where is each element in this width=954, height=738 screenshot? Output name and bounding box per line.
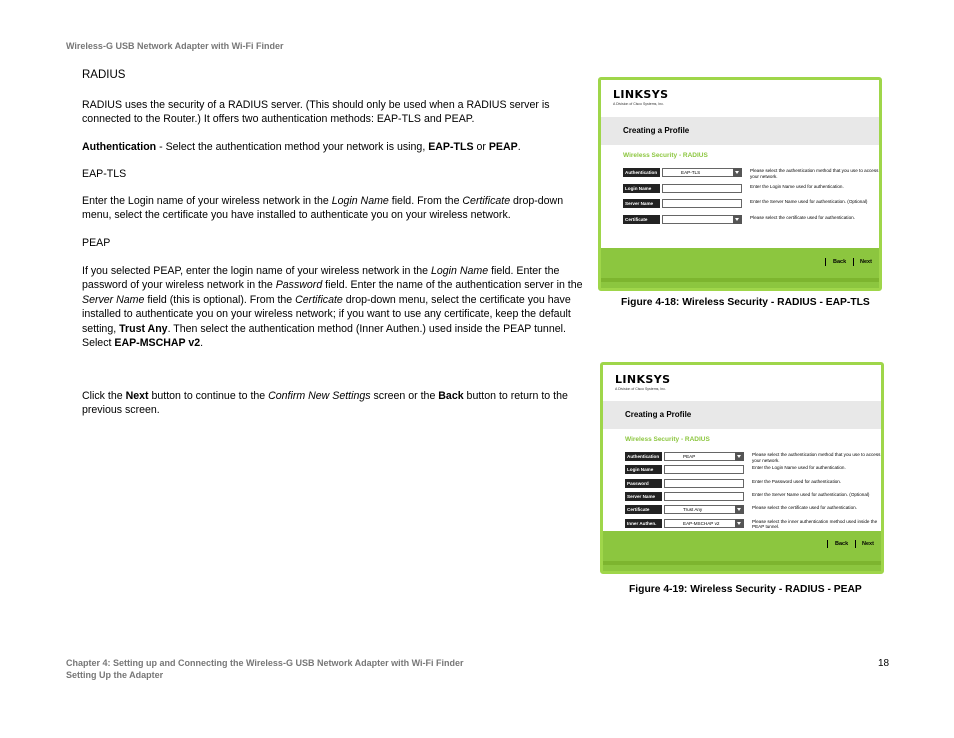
field-label: Authentication bbox=[625, 452, 662, 461]
form-row bbox=[625, 479, 881, 489]
field-input[interactable] bbox=[664, 479, 744, 488]
field-label: Server Name bbox=[623, 199, 660, 208]
field-help-text: Enter the Server Name used for authentication. (Optional) bbox=[750, 199, 868, 204]
field-label: Server Name bbox=[625, 492, 662, 501]
form-row bbox=[625, 519, 881, 529]
figure-eap-tls-screenshot bbox=[598, 77, 882, 291]
form-row bbox=[625, 465, 881, 475]
linksys-logo: LINKSYS A Division of Cisco Systems, Inc. bbox=[615, 373, 671, 391]
back-button[interactable]: Back bbox=[833, 259, 847, 265]
field-help-text: Please select the authentication method that you use to access your network. bbox=[752, 452, 881, 463]
eaptls-heading: EAP-TLS bbox=[82, 168, 127, 180]
field-help-text: Enter the Login Name used for authentication. bbox=[752, 465, 846, 471]
figure-peap-screenshot bbox=[600, 362, 884, 574]
chevron-down-icon[interactable] bbox=[733, 215, 742, 224]
field-label: Inner Authen. bbox=[625, 519, 662, 528]
section-heading: Wireless Security - RADIUS bbox=[625, 436, 710, 443]
field-label: Certificate bbox=[623, 215, 660, 224]
field-help-text: Please select the inner authentication method used inside the PEAP tunnel. bbox=[752, 518, 878, 529]
figure-caption-1: Figure 4-18: Wireless Security - RADIUS - EAP-TLS bbox=[621, 297, 870, 308]
peap-heading: PEAP bbox=[82, 237, 111, 249]
field-input[interactable]: PEAP bbox=[664, 452, 744, 461]
field-help-text: Enter the Server Name used for authentication. (Optional) bbox=[752, 491, 870, 497]
profile-title-bar: Creating a Profile bbox=[603, 401, 881, 429]
eaptls-paragraph: Enter the Login name of your wireless network in the Login Name field. From the Certificate drop-down menu, select the certificate you have installed to authenticate you on your wireless network. bbox=[82, 195, 564, 222]
field-help-text: Enter the Login Name used for authentication. bbox=[750, 183, 844, 189]
chevron-down-icon[interactable] bbox=[733, 168, 742, 177]
form-row bbox=[623, 215, 879, 225]
field-label: Login Name bbox=[625, 465, 662, 474]
linksys-logo: LINKSYS A Division of Cisco Systems, Inc. bbox=[613, 88, 669, 106]
nav-bar bbox=[601, 248, 879, 288]
field-input[interactable] bbox=[664, 465, 744, 474]
field-help-text: Please select the certificate used for authentication. bbox=[750, 214, 855, 220]
profile-title-bar: Creating a Profile bbox=[601, 117, 879, 145]
form-row bbox=[625, 452, 881, 462]
field-label: Login Name bbox=[623, 184, 660, 193]
chevron-down-icon[interactable] bbox=[735, 519, 744, 528]
peap-paragraph: If you selected PEAP, enter the login name of your wireless network in the Login Name field. Enter the password of your wireless network in the Password field. Enter the name of the authentication server in the Server Name field (this is optional). From the Certificate drop-down menu, select the certificate you have installed to authenticate you on your wireless network; if you want to use any certificate, keep the default setting, Trust Any. Then select the authentication method (Inner Authen.) used inside the PEAP tunnel. Select EAP-MSCHAP v2. bbox=[82, 265, 583, 350]
page-number: 18 bbox=[878, 658, 890, 669]
form-row bbox=[625, 492, 881, 502]
page-footer: Chapter 4: Setting up and Connecting the Wireless-G USB Network Adapter with Wi-Fi Finder Setting Up the Adapter bbox=[66, 658, 464, 680]
chevron-down-icon[interactable] bbox=[735, 452, 744, 461]
field-input[interactable] bbox=[662, 215, 742, 224]
next-button[interactable]: Next bbox=[862, 541, 874, 547]
field-label: Certificate bbox=[625, 505, 662, 514]
field-help-text: Enter the Password used for authentication. bbox=[752, 478, 842, 484]
form-row bbox=[623, 184, 879, 194]
field-help-text: Please select the authentication method that you use to access your network. bbox=[750, 168, 879, 179]
back-button[interactable]: Back bbox=[835, 541, 849, 547]
authentication-paragraph: Authentication - Select the authentication method your network is using, EAP-TLS or PEAP. bbox=[82, 141, 521, 153]
next-button[interactable]: Next bbox=[860, 259, 872, 265]
section-title: RADIUS bbox=[82, 69, 126, 81]
field-input[interactable] bbox=[662, 184, 742, 193]
field-label: Authentication bbox=[623, 168, 660, 177]
field-input[interactable]: EAP-MSCHAP v2 bbox=[664, 519, 744, 528]
field-input[interactable] bbox=[662, 199, 742, 208]
field-label: Password bbox=[625, 479, 662, 488]
chevron-down-icon[interactable] bbox=[735, 505, 744, 514]
field-help-text: Please select the certificate used for authentication. bbox=[752, 505, 857, 511]
field-input[interactable]: Trust Any bbox=[664, 505, 744, 514]
intro-paragraph: RADIUS uses the security of a RADIUS server. (This should only be used when a RADIUS server is connected to the Router.) It offers two authentication methods: EAP-TLS and PEAP. bbox=[82, 99, 550, 126]
nav-bar bbox=[603, 531, 881, 571]
field-input[interactable] bbox=[664, 492, 744, 501]
running-header: Wireless-G USB Network Adapter with Wi-Fi Finder bbox=[66, 41, 284, 51]
form-row bbox=[625, 505, 881, 515]
form-row bbox=[623, 199, 879, 209]
form-row bbox=[623, 168, 879, 178]
section-heading: Wireless Security - RADIUS bbox=[623, 152, 708, 159]
navigation-paragraph: Click the Next button to continue to the Confirm New Settings screen or the Back button to return to the previous screen. bbox=[82, 390, 568, 417]
figure-caption-2: Figure 4-19: Wireless Security - RADIUS - PEAP bbox=[629, 584, 862, 595]
field-input[interactable]: EAP-TLS bbox=[662, 168, 742, 177]
